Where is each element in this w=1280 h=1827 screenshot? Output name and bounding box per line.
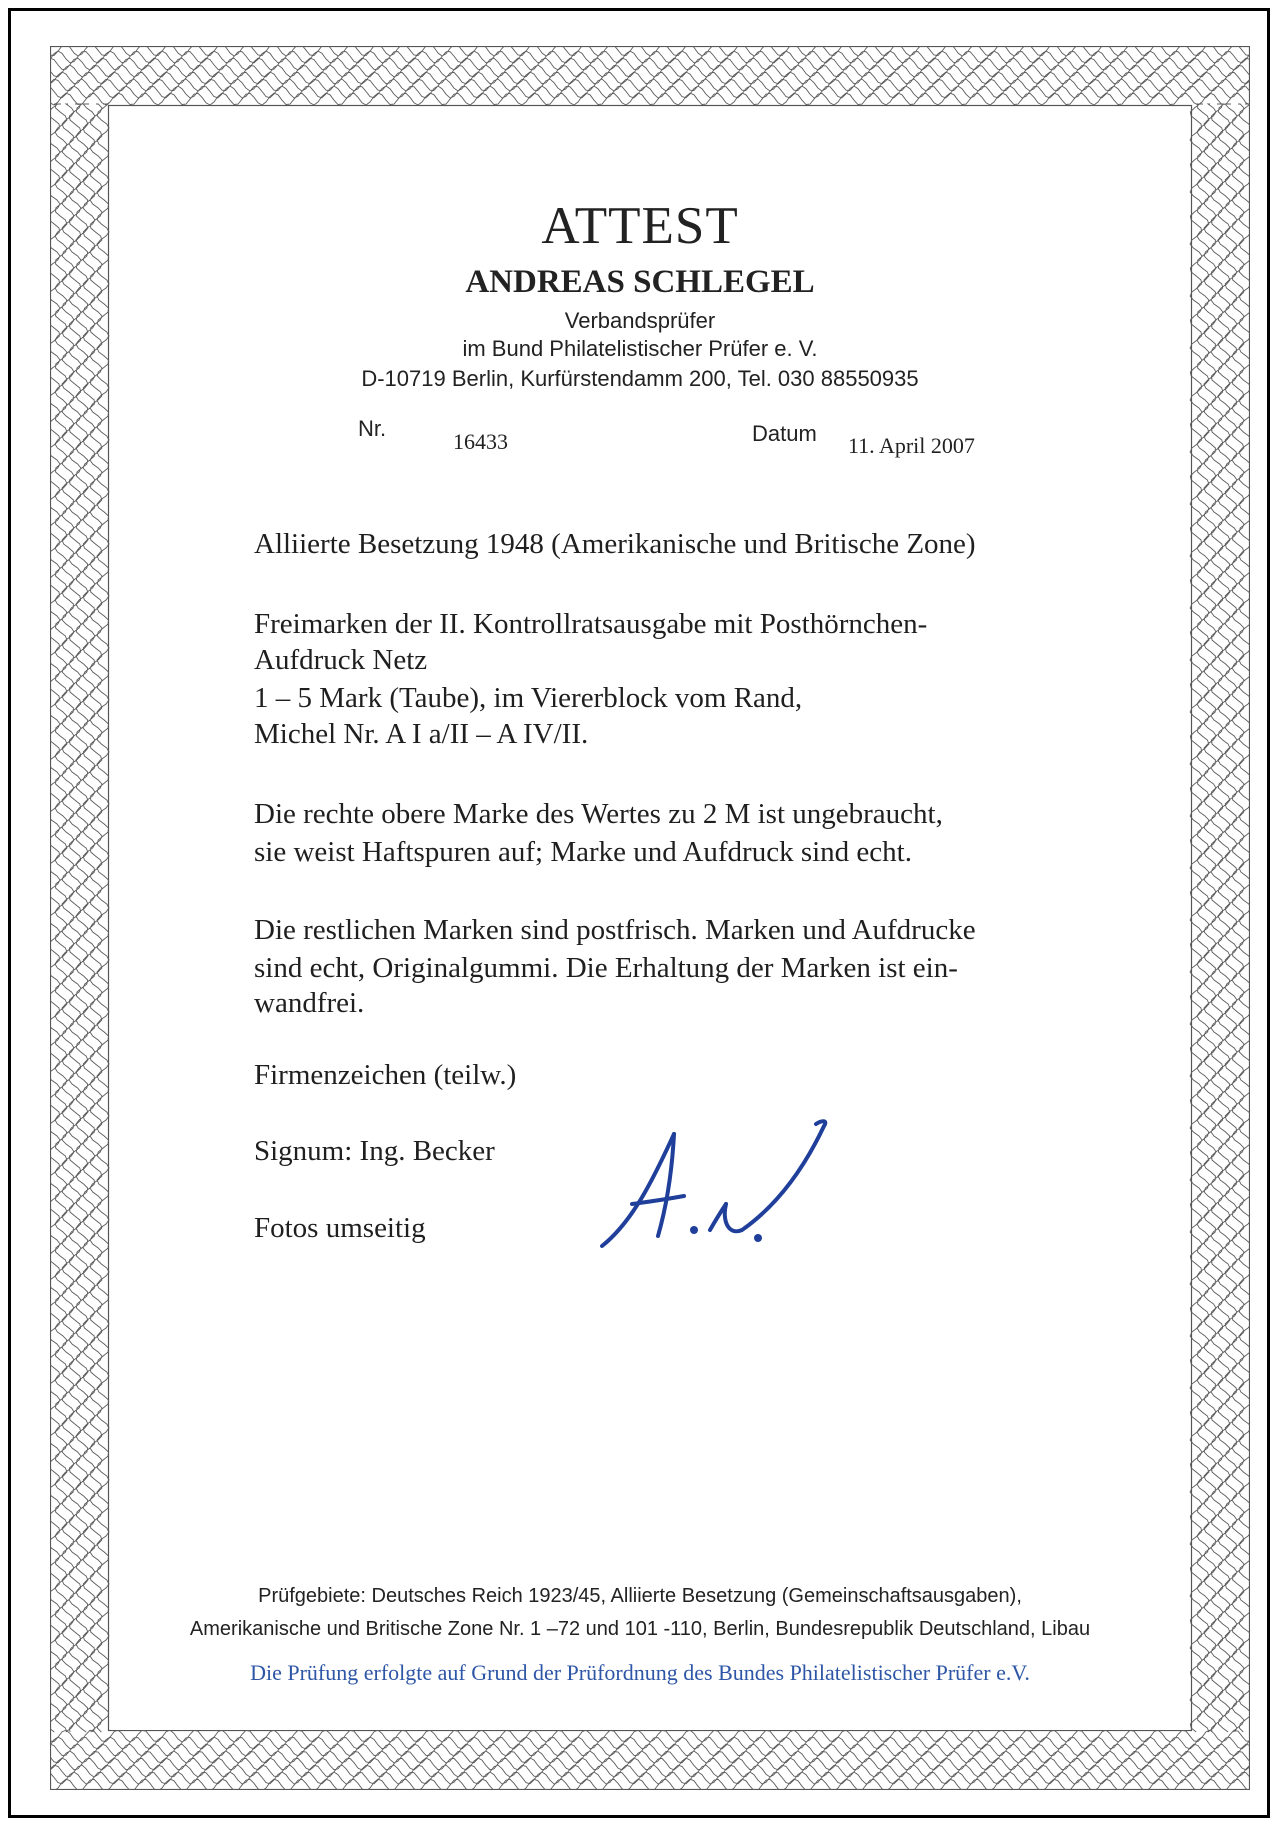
description-line: Freimarken der II. Kontrollratsausgabe mit Posthörnchen- xyxy=(254,608,928,640)
nr-value: 16433 xyxy=(453,429,508,454)
finding-line: sind echt, Originalgummi. Die Erhaltung der Marken ist ein- xyxy=(254,952,958,984)
examiner-association: im Bund Philatelistischer Prüfer e. V. xyxy=(462,336,818,361)
description-line: Michel Nr. A I a/II – A IV/II. xyxy=(254,718,589,750)
datum-label: Datum xyxy=(752,421,817,446)
certificate-title: ATTEST xyxy=(541,197,739,255)
finding-line: wandfrei. xyxy=(254,987,365,1019)
finding-line: sie weist Haftspuren auf; Marke und Aufdruck sind echt. xyxy=(254,836,912,868)
description-line: 1 – 5 Mark (Taube), im Viererblock vom Rand, xyxy=(254,682,803,714)
nr-label: Nr. xyxy=(358,416,387,441)
issue-line: Alliierte Besetzung 1948 (Amerikanische und Britische Zone) xyxy=(254,528,976,560)
footer-areas-line: Amerikanische und Britische Zone Nr. 1 –72 und 101 -110, Berlin, Bundesrepublik Deutschland, Libau xyxy=(189,1618,1091,1640)
examiner-signature xyxy=(592,1112,852,1267)
footer-areas-line: Prüfgebiete: Deutsches Reich 1923/45, Alliierte Besetzung (Gemeinschaftsausgaben), xyxy=(258,1585,1022,1607)
footer-regulation-note: Die Prüfung erfolgte auf Grund der Prüfordnung des Bundes Philatelistischer Prüfer e.V. xyxy=(250,1660,1030,1685)
finding-line: Die rechte obere Marke des Wertes zu 2 M ist ungebraucht, xyxy=(254,798,943,830)
finding-line: Die restlichen Marken sind postfrisch. Marken und Aufdrucke xyxy=(254,914,976,946)
signum-line: Signum: Ing. Becker xyxy=(254,1135,495,1167)
examiner-name: ANDREAS SCHLEGEL xyxy=(465,264,815,300)
photos-line: Fotos umseitig xyxy=(254,1212,426,1244)
description-line: Aufdruck Netz xyxy=(254,644,428,676)
examiner-address: D-10719 Berlin, Kurfürstendamm 200, Tel. 030 88550935 xyxy=(361,366,919,391)
firm-mark-line: Firmenzeichen (teilw.) xyxy=(254,1059,517,1091)
datum-value: 11. April 2007 xyxy=(848,433,975,458)
examiner-role: Verbandsprüfer xyxy=(564,308,716,333)
